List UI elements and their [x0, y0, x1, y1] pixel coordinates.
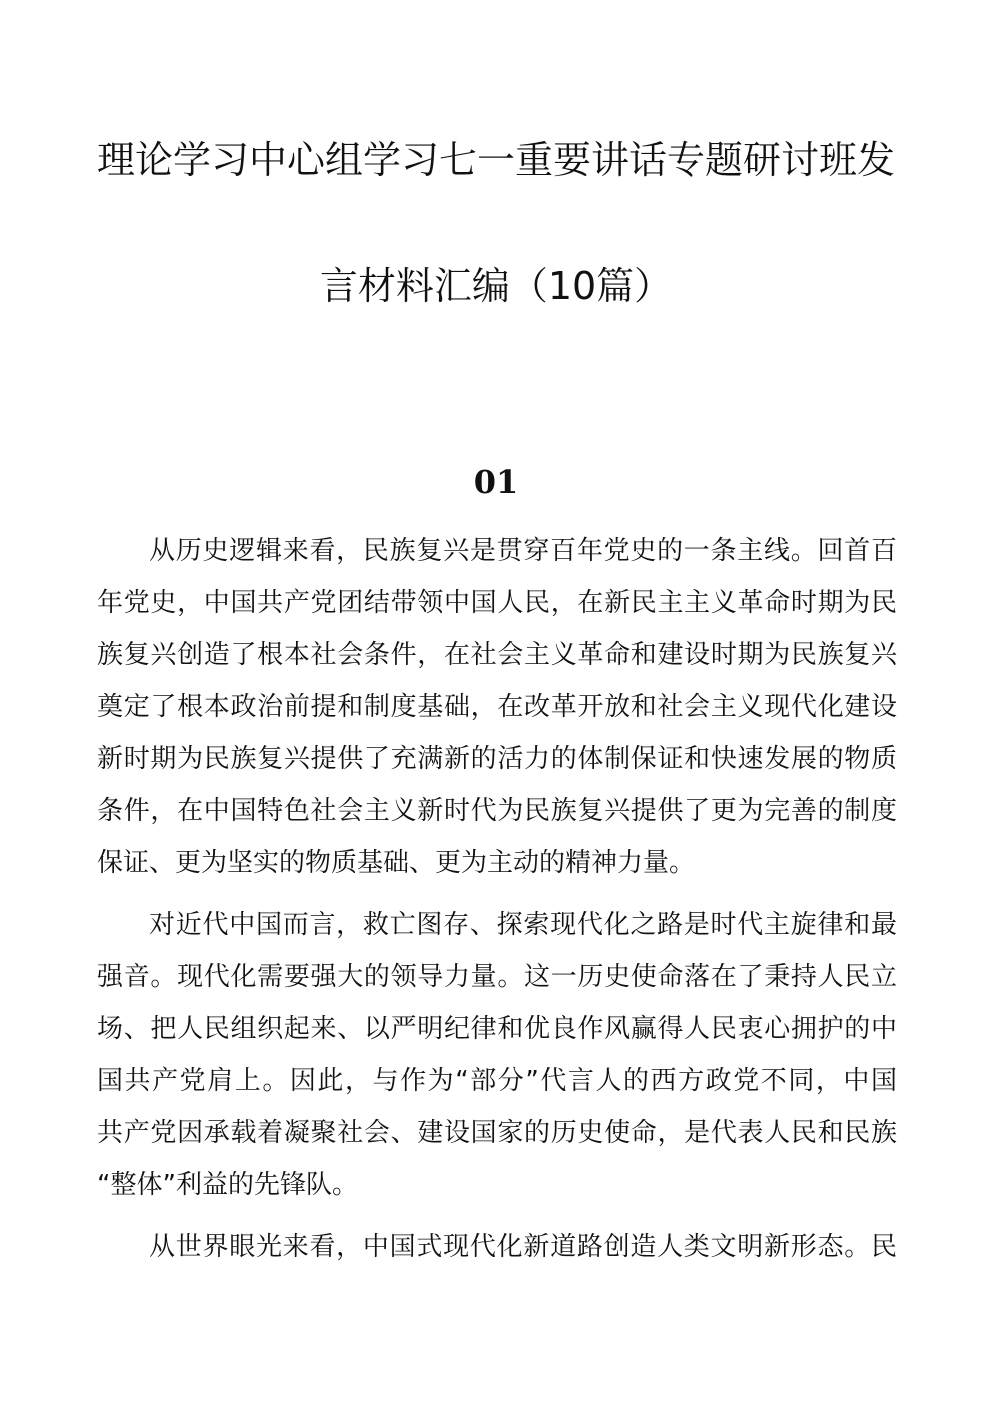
paragraph-2	[97, 899, 897, 1211]
paragraph-line: 国共产党肩上。因此，与作为“部分”代言人的西方政党不同，中国	[97, 1066, 897, 1096]
paragraph-line: 条件，在中国特色社会主义新时代为民族复兴提供了更为完善的制度	[97, 796, 897, 826]
paragraph-line: 奠定了根本政治前提和制度基础，在改革开放和社会主义现代化建设	[97, 692, 897, 722]
paragraph-line: 族复兴创造了根本社会条件，在社会主义革命和建设时期为民族复兴	[97, 640, 897, 670]
document-title-line-1: 理论学习中心组学习七一重要讲话专题研讨班发	[96, 138, 895, 182]
paragraph-line: 保证、更为坚实的物质基础、更为主动的精神力量。	[97, 848, 696, 878]
paragraph-line: 从历史逻辑来看，民族复兴是贯穿百年党史的一条主线。回首百	[149, 536, 897, 566]
paragraph-line: 共产党因承载着凝聚社会、建设国家的历史使命，是代表人民和民族	[97, 1118, 897, 1148]
document-title-line-2: 言材料汇编（10篇）	[319, 264, 673, 308]
paragraph-line: 新时期为民族复兴提供了充满新的活力的体制保证和快速发展的物质	[97, 744, 897, 774]
paragraph-line: 强音。现代化需要强大的领导力量。这一历史使命落在了秉持人民立	[97, 962, 897, 992]
paragraph-line: 从世界眼光来看，中国式现代化新道路创造人类文明新形态。民	[149, 1232, 897, 1262]
paragraph-1	[97, 525, 897, 889]
paragraph-line: 场、把人民组织起来、以严明纪律和优良作风赢得人民衷心拥护的中	[97, 1014, 897, 1044]
paragraph-3	[97, 1221, 897, 1273]
section-number: 01	[473, 463, 519, 501]
paragraph-line: 年党史，中国共产党团结带领中国人民，在新民主主义革命时期为民	[97, 588, 897, 618]
paragraph-line: “整体”利益的先锋队。	[97, 1170, 358, 1200]
body-text	[97, 525, 897, 1283]
paragraph-line: 对近代中国而言，救亡图存、探索现代化之路是时代主旋律和最	[149, 910, 897, 940]
